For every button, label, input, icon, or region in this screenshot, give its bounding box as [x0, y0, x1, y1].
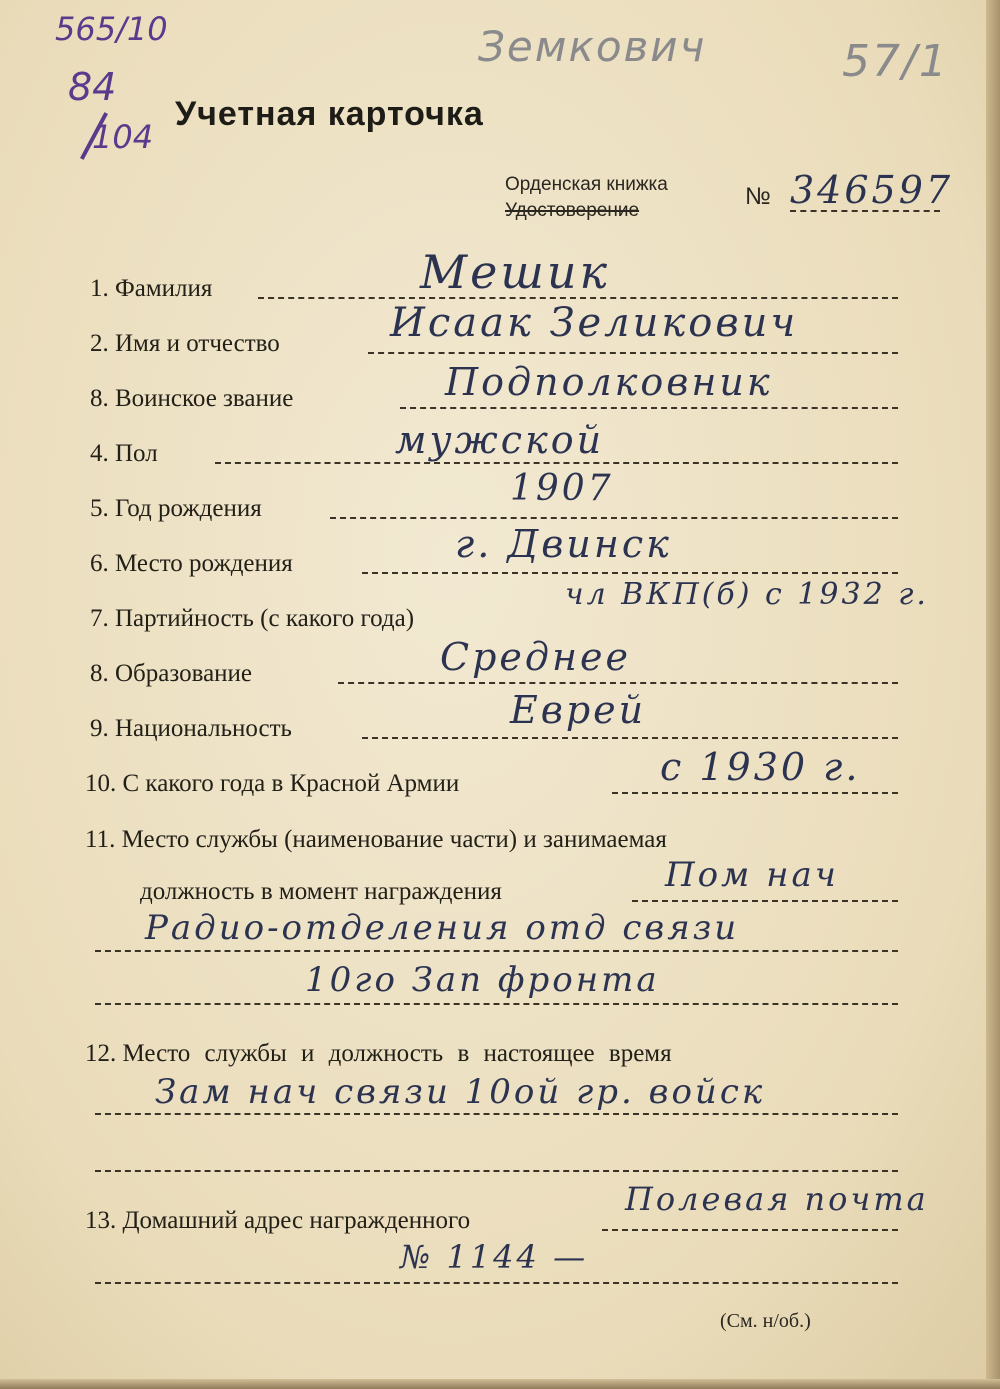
field-sex: [90, 440, 158, 468]
order-book-label: Орденская книжка: [505, 174, 668, 195]
field-party: [90, 605, 414, 633]
field-birth-year: [90, 495, 262, 523]
field-education: [90, 660, 252, 688]
order-book-number: 346597: [790, 168, 954, 212]
field-line: [330, 517, 898, 519]
field-nationality: [90, 715, 292, 743]
field-line: [368, 352, 898, 354]
field-number: 13.: [85, 1207, 117, 1234]
field-number: 6.: [90, 550, 109, 577]
field-label: Место рождения: [115, 550, 293, 577]
certificate-label-struck: Удостоверение: [505, 200, 640, 221]
card-edge-bottom: [0, 1379, 1000, 1389]
field-service-at-award: [85, 826, 667, 854]
field-army-since: [85, 770, 459, 798]
field-value-nationality: Еврей: [510, 688, 647, 732]
number-sign: №: [745, 183, 771, 210]
field-line: [362, 737, 898, 739]
field-line: [612, 792, 898, 794]
pencil-note-code: 57/1: [842, 36, 949, 87]
field-line: [602, 1229, 898, 1231]
field-value-education: Среднее: [440, 635, 631, 679]
field-number: 8.: [90, 660, 109, 687]
field-value-surname: Мешик: [420, 245, 610, 299]
violet-fraction-top: 84: [68, 65, 117, 109]
violet-fraction-bottom: 104: [92, 118, 154, 156]
field-line: [95, 950, 898, 952]
field-current-service: [85, 1040, 672, 1068]
field-value-rank: Подполковник: [445, 360, 773, 404]
field-line: [95, 1003, 898, 1005]
field-value-name: Исаак Зеликович: [390, 300, 799, 346]
field-value-party: чл ВКП(б) с 1932 г.: [565, 577, 929, 612]
field-label: Национальность: [115, 715, 292, 742]
field-label: Партийность (с какого года): [115, 605, 415, 632]
field-home-address: [85, 1207, 470, 1235]
field-label: Место службы и должность в настоящее время: [122, 1040, 672, 1067]
field-line: [95, 1170, 898, 1172]
field-line: [632, 900, 898, 902]
field-label: Домашний адрес награжденного: [122, 1207, 471, 1234]
field-value-current-service: Зам нач связи 10ой гр. войск: [155, 1072, 766, 1112]
field-service-at-award-line2: должность в момент награждения: [140, 878, 502, 905]
violet-note-top: 565/10: [55, 10, 168, 48]
card-title: Учетная карточка: [175, 95, 484, 133]
number-line: [790, 210, 940, 212]
field-value-service-1: Пом нач: [665, 855, 839, 895]
field-number: 9.: [90, 715, 109, 742]
pencil-note-name: Земкович: [478, 22, 707, 71]
field-birthplace: [90, 550, 293, 578]
field-surname: [90, 275, 212, 303]
field-number: 1.: [90, 275, 109, 302]
field-value-sex: мужской: [395, 418, 605, 462]
field-line: [338, 682, 898, 684]
field-military-rank: [90, 385, 293, 413]
field-label: Имя и отчество: [115, 330, 280, 357]
field-value-army-since: с 1930 г.: [660, 745, 861, 789]
field-number: 2.: [90, 330, 109, 357]
field-name-patronymic: [90, 330, 280, 358]
field-value-address-2: № 1144 —: [400, 1238, 589, 1276]
see-reverse-note: (См. н/об.): [720, 1310, 811, 1332]
field-number: 10.: [85, 770, 117, 797]
field-number: 5.: [90, 495, 109, 522]
field-line: [95, 1282, 898, 1284]
field-label: Год рождения: [115, 495, 262, 522]
field-value-address-1: Полевая почта: [625, 1180, 929, 1218]
field-number: 8.: [90, 385, 109, 412]
field-number: 4.: [90, 440, 109, 467]
field-value-birth-year: 1907: [510, 468, 614, 509]
field-label: Образование: [115, 660, 253, 687]
field-label: Воинское звание: [115, 385, 294, 412]
field-value-service-3: 10го Зап фронта: [305, 960, 660, 1000]
field-label: Пол: [115, 440, 158, 467]
field-value-service-2: Радио-отделения отд связи: [145, 908, 740, 948]
field-label: С какого года в Красной Армии: [122, 770, 460, 797]
field-number: 7.: [90, 605, 109, 632]
field-number: 12.: [85, 1040, 117, 1067]
field-line: [400, 407, 898, 409]
field-label: Место службы (наименование части) и занимаемая: [121, 826, 667, 853]
card-edge-right: [986, 0, 1000, 1389]
field-label: Фамилия: [115, 275, 213, 302]
field-line: [95, 1113, 898, 1115]
field-number: 11.: [85, 826, 116, 853]
field-line: [362, 572, 898, 574]
field-value-birthplace: г. Двинск: [455, 522, 672, 566]
field-line: [215, 462, 898, 464]
